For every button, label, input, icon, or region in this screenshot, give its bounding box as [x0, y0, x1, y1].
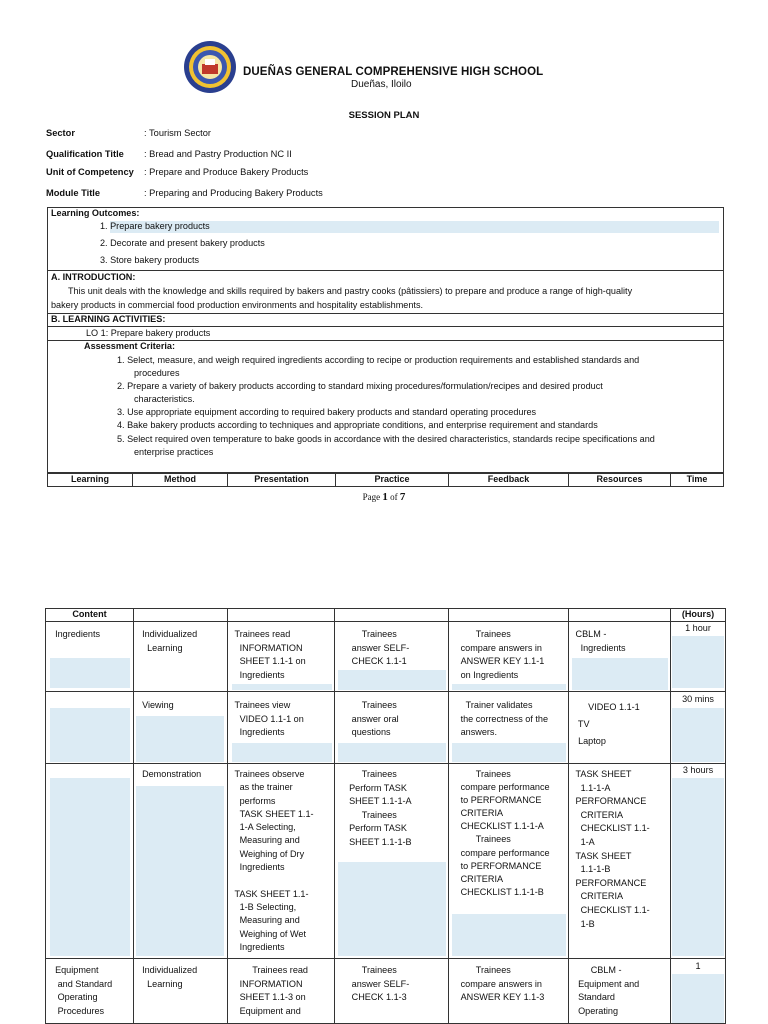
row3-practice: Trainees Perform TASK SHEET 1.1-1-A Trainees Perform TASK SHEET 1.1-1-B	[349, 769, 412, 847]
table-header-cell	[448, 608, 569, 622]
module-value: : Preparing and Producing Bakery Products	[144, 188, 323, 198]
module-label: Module Title	[46, 188, 101, 198]
criteria-line: procedures	[134, 368, 180, 378]
table-header-cell	[133, 608, 228, 622]
table-header-cell	[227, 608, 335, 622]
row1-practice: Trainees answer SELF- CHECK 1.1-1	[351, 629, 410, 666]
row2-method: Viewing	[142, 700, 174, 710]
table-cell	[133, 763, 228, 959]
row4-resources: CBLM - Equipment and Standard Operating	[578, 965, 640, 1016]
divider	[47, 326, 724, 327]
row4-method: Individualized Learning	[142, 965, 198, 989]
introduction-heading: A. INTRODUCTION:	[51, 272, 136, 282]
learning-outcomes-heading: Learning Outcomes:	[51, 208, 140, 218]
column-feedback: Feedback	[487, 474, 530, 484]
criteria-line: 5. Select required oven temperature to bake goods in accordance with the desired characteristics, standards recipe specifications and	[117, 434, 655, 444]
content-header: Content	[72, 609, 107, 619]
hours-header: (Hours)	[681, 609, 715, 619]
table-header-cell	[568, 608, 671, 622]
row2-presentation: Trainees view VIDEO 1.1-1 on Ingredients	[234, 700, 304, 737]
table-header-cell	[334, 608, 449, 622]
competency-value: : Prepare and Produce Bakery Products	[144, 167, 309, 177]
row2-time: 30 mins	[682, 694, 714, 704]
school-location: Dueñas, Iloilo	[351, 79, 412, 90]
outcome-item: 1. Prepare bakery products	[100, 221, 210, 231]
row2-feedback: Trainer validates the correctness of the answers.	[460, 700, 549, 737]
row3-method: Demonstration	[142, 769, 202, 779]
lo-label: LO 1: Prepare bakery products	[86, 328, 211, 338]
row1-method: Individualized Learning	[142, 629, 198, 653]
school-seal-logo	[183, 40, 237, 94]
introduction-line: bakery products in commercial food production environments and hospitality establishments.	[51, 300, 424, 310]
criteria-line: 3. Use appropriate equipment according to required bakery products and standard operating procedures	[117, 407, 537, 417]
qualification-value: : Bread and Pastry Production NC II	[144, 149, 292, 159]
criteria-line: 1. Select, measure, and weigh required ingredients according to recipe or production requirements and established standards and	[117, 355, 640, 365]
assessment-criteria-heading: Assessment Criteria:	[84, 341, 175, 351]
row1-presentation: Trainees read INFORMATION SHEET 1.1-1 on Ingredients	[234, 629, 306, 680]
row3-feedback: Trainees compare performance to PERFORMANCE CRITERIA CHECKLIST 1.1-1-A Trainees compare performance to PERFORMANCE CRITERIA CHECKLIST 1.1-1-B	[460, 769, 550, 897]
introduction-line: This unit deals with the knowledge and skills required by bakers and pastry cooks (pâtissiers) to prepare and produce a range of high-quality	[68, 286, 633, 296]
qualification-label: Qualification Title	[46, 149, 124, 159]
column-learning: Learning	[70, 474, 109, 484]
column-time: Time	[686, 474, 708, 484]
row1-feedback: Trainees compare answers in ANSWER KEY 1.1-1 on Ingredients	[460, 629, 545, 680]
row4-feedback: Trainees compare answers in ANSWER KEY 1.1-3	[460, 965, 545, 1002]
column-resources: Resources	[596, 474, 643, 484]
criteria-line: 2. Prepare a variety of bakery products according to standard mixing procedures/formulation/recipes and desired product	[117, 381, 603, 391]
row4-presentation: Trainees read INFORMATION SHEET 1.1-3 on Equipment and	[239, 965, 308, 1016]
row2-resources: VIDEO 1.1-1 TV Laptop	[577, 702, 640, 746]
sector-value: : Tourism Sector	[144, 128, 211, 138]
criteria-line: enterprise practices	[134, 447, 214, 457]
table-cell	[670, 763, 726, 959]
column-presentation: Presentation	[254, 474, 309, 484]
row3-resources: TASK SHEET 1.1-1-A PERFORMANCE CRITERIA CHECKLIST 1.1- 1-A TASK SHEET 1.1-1-B PERFORMANCE CRITERIA CHECKLIST 1.1- 1-B	[575, 769, 650, 929]
divider	[47, 270, 724, 271]
sector-label: Sector	[46, 128, 75, 138]
row3-presentation: Trainees observe as the trainer performs TASK SHEET 1.1- 1-A Selecting, Measuring and Weighing of Dry Ingredients TASK SHEET 1.1- 1-B Selecting, Measuring and Weighing of Wet Ingredients	[234, 769, 314, 952]
row1-content: Ingredients	[55, 629, 101, 639]
page-number: Page 1 of 7	[362, 491, 406, 503]
competency-label: Unit of Competency	[46, 167, 134, 177]
criteria-line: 4. Bake bakery products according to techniques and appropriate conditions, and enterprise requirement and standards	[117, 420, 598, 430]
row1-time: 1 hour	[685, 623, 711, 633]
session-plan-title: SESSION PLAN	[348, 110, 420, 121]
row4-time: 1	[695, 961, 701, 971]
row1-resources: CBLM - Ingredients	[575, 629, 626, 653]
row3-time: 3 hours	[682, 765, 714, 775]
criteria-line: characteristics.	[134, 394, 195, 404]
table-cell	[45, 763, 134, 959]
row2-practice: Trainees answer oral questions	[351, 700, 399, 737]
row4-practice: Trainees answer SELF- CHECK 1.1-3	[351, 965, 410, 1002]
column-practice: Practice	[374, 474, 410, 484]
row4-content: Equipment and Standard Operating Procedures	[55, 965, 113, 1016]
table-cell	[45, 691, 134, 764]
school-name: DUEÑAS GENERAL COMPREHENSIVE HIGH SCHOOL	[243, 66, 544, 78]
outcome-item: 3. Store bakery products	[100, 255, 200, 265]
column-method: Method	[164, 474, 196, 484]
outcome-item: 2. Decorate and present bakery products	[100, 238, 265, 248]
learning-activities-heading: B. LEARNING ACTIVITIES:	[51, 314, 166, 324]
